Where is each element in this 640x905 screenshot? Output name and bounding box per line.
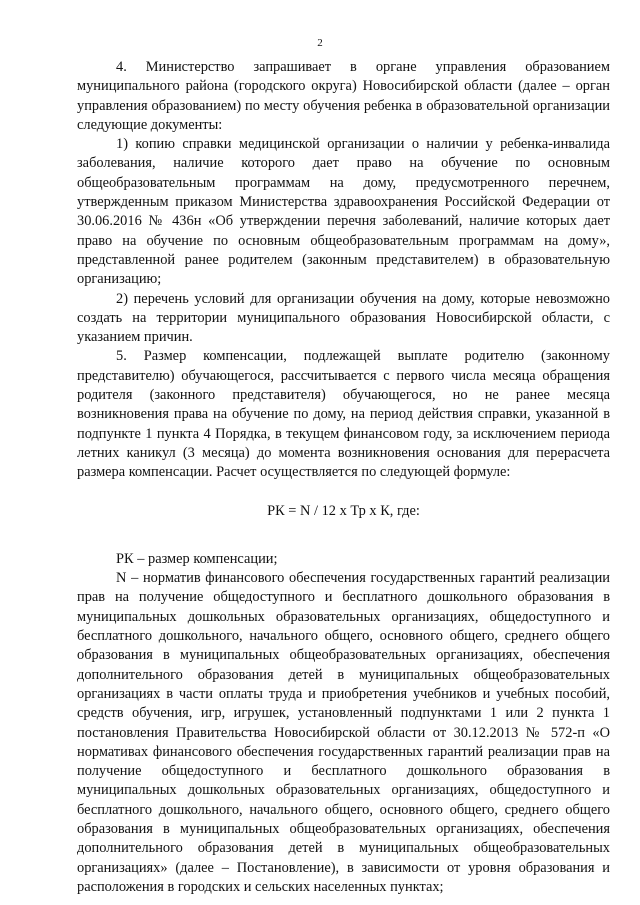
paragraph-item-5: 5. Размер компенсации, подлежащей выплате родителю (законному представителю) обучающегося, рассчитывается с первого числа месяца обращения родителя (законного представителя) обучающегося, но не ранее месяца возникновения права на обучение по дому, на период действия справки, указанной в подпункте 1 пункта 4 Порядка, в текущем финансовом году, за исключением периода летних каникул (3 месяца) до момента возникновения основания для перерасчета размера компенсации. Расчет осуществляется по следующей формуле: [77, 348, 610, 481]
paragraph-item-4: 4. Министерство запрашивает в органе управления образованием муниципального района (городского округа) Новосибирской области (далее – орган управления образованием) по месту обучения ребенка в образовательной организации следующие документы: [77, 59, 610, 133]
paragraph-subitem-2: 2) перечень условий для организации обучения на дому, которые невозможно создать на территории муниципального образования Новосибирской области, с указанием причин. [77, 290, 610, 346]
definition-rk: РК – размер компенсации; [116, 550, 278, 567]
document-body [77, 58, 610, 897]
paragraph-subitem-1: 1) копию справки медицинской организации о наличии у ребенка-инвалида заболевания, наличие которого дает право на обучение по основным общеобразовательным программам на дому, предусмотренного перечнем, утвержденным приказом Министерства здравоохранения Российской Федерации от 30.06.2016 № 436н «Об утверждении перечня заболеваний, наличие которых дает право на обучение по основным общеобразовательным программам на дому», представленной ранее родителем (законным представителем) в образовательную организацию; [77, 136, 610, 288]
definition-n: N – норматив финансового обеспечения государственных гарантий реализации прав на получение общедоступного и бесплатного дошкольного образования в муниципальных дошкольных образовательных организациях, общедоступного и бесплатного дошкольного, начального общего, основного общего, среднего общего образования в муниципальных общеобразовательных организациях, обеспечения дополнительного образования детей в муниципальных общеобразовательных организациях в части оплаты труда и приобретения учебников и учебных пособий, средств обучения, игр, игрушек, установленный подпунктами 1 или 2 пункта 1 постановления Правительства Новосибирской области от 30.12.2013 № 572-п «О нормативах финансового обеспечения государственных гарантий реализации прав на получение общедоступного и бесплатного дошкольного образования в муниципальных дошкольных образовательных организациях, общедоступного и бесплатного дошкольного, начального общего, основного общего, среднего общего образования в муниципальных общеобразовательных организациях, обеспечения дополнительного образования детей в муниципальных общеобразовательных организациях» (далее – Постановление), в зависимости от уровня образования и расположения в городских и сельских населенных пунктах; [77, 570, 610, 895]
compensation-formula: РК = N / 12 x Тр x К, где: [267, 502, 420, 519]
page-number: 2 [317, 37, 323, 49]
